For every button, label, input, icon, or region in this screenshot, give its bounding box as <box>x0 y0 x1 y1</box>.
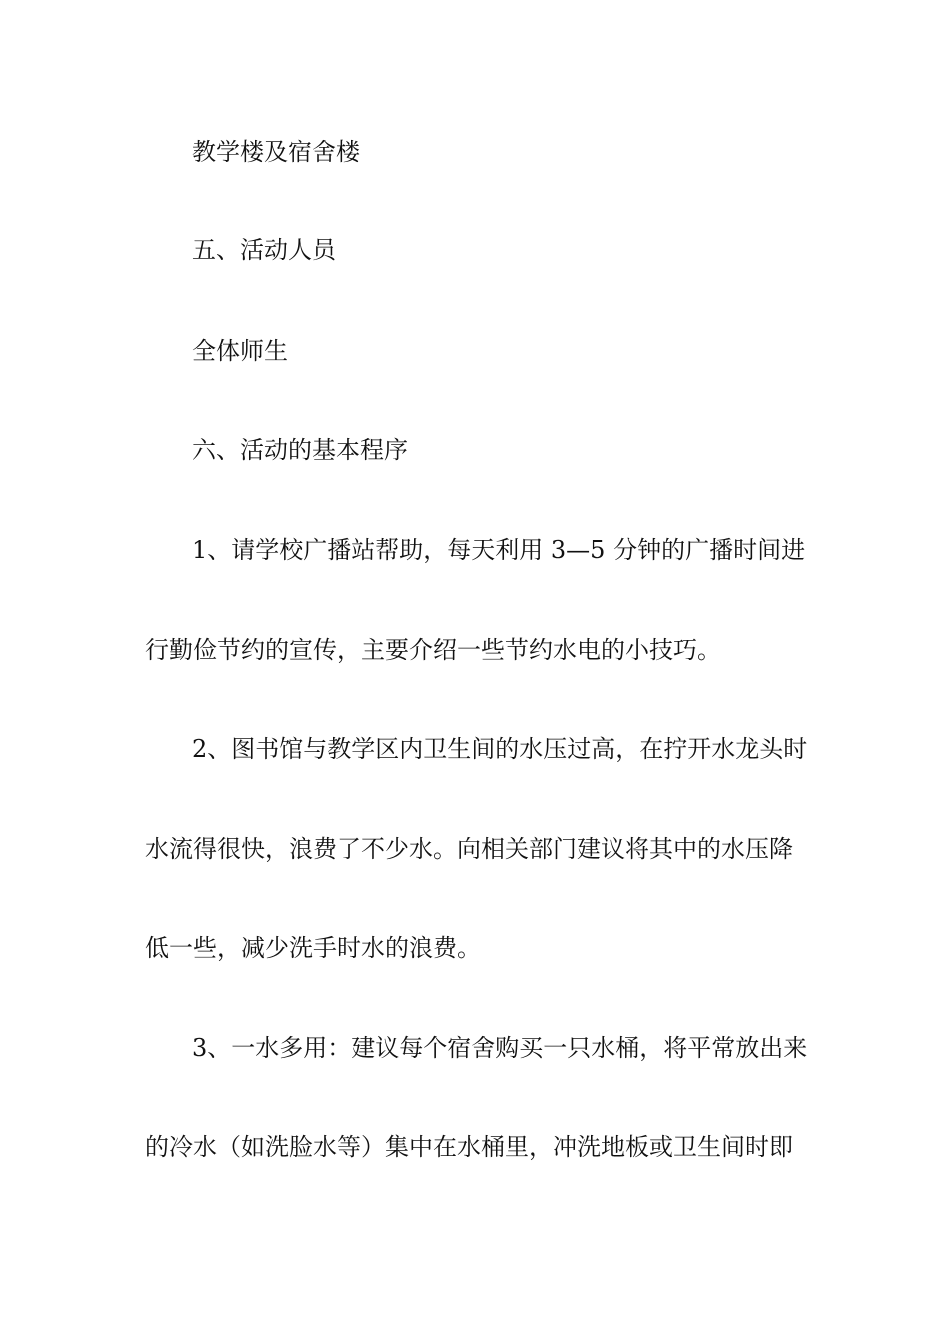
procedure-item-2-line-2: 水流得很快，浪费了不少水。向相关部门建议将其中的水压降 <box>145 835 793 863</box>
procedure-item-2-line-3: 低一些，减少洗手时水的浪费。 <box>145 934 481 962</box>
procedure-item-1-line-1: 1、请学校广播站帮助，每天利用 3—5 分钟的广播时间进 <box>192 536 806 564</box>
procedure-item-3-line-1: 3、一水多用：建议每个宿舍购买一只水桶，将平常放出来 <box>192 1034 808 1062</box>
procedure-item-2-line-1: 2、图书馆与教学区内卫生间的水压过高，在拧开水龙头时 <box>192 735 808 763</box>
location-text: 教学楼及宿舍楼 <box>192 138 360 166</box>
procedure-item-3-line-2: 的冷水（如洗脸水等）集中在水桶里，冲洗地板或卫生间时即 <box>145 1133 793 1161</box>
section-heading-participants: 五、活动人员 <box>192 236 336 264</box>
participants-text: 全体师生 <box>192 337 288 365</box>
section-heading-procedure: 六、活动的基本程序 <box>192 436 408 464</box>
procedure-item-1-line-2: 行勤俭节约的宣传，主要介绍一些节约水电的小技巧。 <box>145 636 721 664</box>
